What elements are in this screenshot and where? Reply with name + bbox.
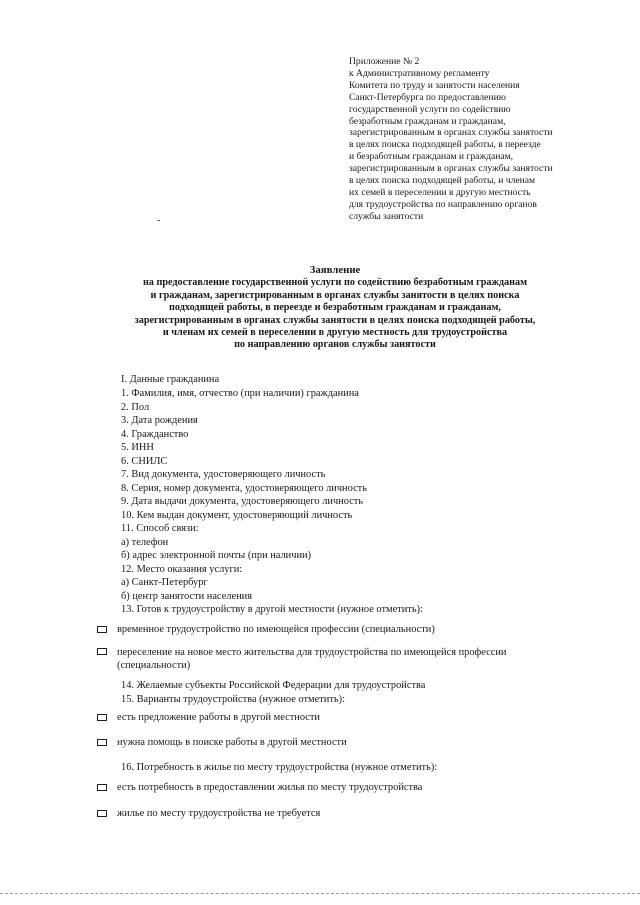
- field-id-date: 9. Дата выдачи документа, удостоверяющего личность: [121, 496, 364, 507]
- field-id-type: 7. Вид документа, удостоверяющего личность: [121, 469, 326, 480]
- checkbox[interactable]: [97, 648, 107, 655]
- option-label: нужна помощь в поиске работы в другой местности: [117, 737, 347, 748]
- field-id-issuer: 10. Кем выдан документ, удостоверяющий личность: [121, 510, 353, 521]
- page-edge-divider: [0, 893, 640, 895]
- field-id-number: 8. Серия, номер документа, удостоверяющего личность: [121, 483, 367, 494]
- appendix-line: и безработным гражданам и гражданам,: [349, 151, 514, 163]
- section-heading: I. Данные гражданина: [121, 374, 220, 385]
- title-heading: Заявление: [309, 264, 361, 276]
- field-citizenship: 4. Гражданство: [121, 429, 189, 440]
- appendix-header: [349, 56, 619, 223]
- checkbox[interactable]: [97, 714, 107, 721]
- field-desired-regions: 14. Желаемые субъекты Российской Федерации для трудоустройства: [121, 680, 426, 691]
- appendix-line: Приложение № 2: [349, 56, 420, 67]
- title-line: на предоставление государственной услуги по содействию безработным гражданам: [142, 277, 528, 289]
- appendix-line: в целях поиска подходящей работы, в переезде: [349, 139, 541, 151]
- appendix-line: зарегистрированным в органах службы занятости: [349, 163, 553, 175]
- appendix-line: службы занятости: [349, 210, 424, 222]
- place-option-spb: а) Санкт-Петербург: [121, 577, 208, 588]
- appendix-line: их семей в переселении в другую местность: [349, 186, 531, 198]
- appendix-line: Комитета по труду и занятости населения: [349, 79, 520, 91]
- checkbox[interactable]: [97, 810, 107, 817]
- appendix-line: государственной услуги по содействию: [349, 103, 511, 115]
- appendix-line: в целях поиска подходящей работы, и членам: [349, 175, 536, 187]
- field-housing-need: 16. Потребность в жилье по месту трудоустройства (нужное отметить):: [121, 762, 438, 773]
- field-relocation-ready: 13. Готов к трудоустройству в другой местности (нужное отметить):: [121, 604, 423, 615]
- field-birth-date: 3. Дата рождения: [121, 415, 198, 426]
- field-contact-method: 11. Способ связи:: [121, 523, 199, 534]
- scan-mark: [157, 220, 160, 221]
- checkbox[interactable]: [97, 626, 107, 633]
- contact-option-phone: а) телефон: [121, 537, 169, 548]
- field-service-place: 12. Место оказания услуги:: [121, 564, 243, 575]
- appendix-line: безработным гражданам и гражданам,: [349, 115, 506, 127]
- option-label: жилье по месту трудоустройства не требуется: [117, 808, 321, 819]
- option-label: временное трудоустройство по имеющейся профессии (специальности): [117, 624, 435, 635]
- option-label: есть предложение работы в другой местности: [117, 712, 320, 723]
- appendix-line: Санкт-Петербурга по предоставлению: [349, 91, 506, 103]
- field-full-name: 1. Фамилия, имя, отчество (при наличии) гражданина: [121, 388, 359, 399]
- appendix-line: зарегистрированным в органах службы занятости: [349, 127, 553, 139]
- field-employment-variants: 15. Варианты трудоустройства (нужное отметить):: [121, 694, 345, 705]
- title-line: подходящей работы, в переезде и безработным гражданам и гражданам,: [169, 302, 501, 314]
- option-relocation-label: переселение на новое место жительства для трудоустройства по имеющейся профессии (специальности): [117, 647, 507, 671]
- contact-option-email: б) адрес электронной почты (при наличии): [121, 550, 312, 561]
- appendix-line: к Административному регламенту: [349, 67, 490, 79]
- title-line: по направлению органов службы занятости: [234, 339, 436, 351]
- field-sex: 2. Пол: [121, 402, 150, 413]
- field-snils: 6. СНИЛС: [121, 456, 168, 467]
- place-option-center: б) центр занятости населения: [121, 591, 252, 602]
- document-title: [60, 264, 610, 352]
- field-inn: 5. ИНН: [121, 442, 154, 453]
- title-line: зарегистрированным в органах службы занятости в целях поиска подходящей работы,: [134, 314, 536, 326]
- checkbox[interactable]: [97, 784, 107, 791]
- appendix-line: для трудоустройства по направлению органов: [349, 198, 537, 210]
- option-label: есть потребность в предоставлении жилья по месту трудоустройства: [117, 782, 423, 793]
- title-line: и членам их семей в переселении в другую местность для трудоустройства: [162, 327, 508, 339]
- checkbox[interactable]: [97, 739, 107, 746]
- title-line: и гражданам, зарегистрированным в органах службы занятости в целях поиска: [150, 289, 520, 301]
